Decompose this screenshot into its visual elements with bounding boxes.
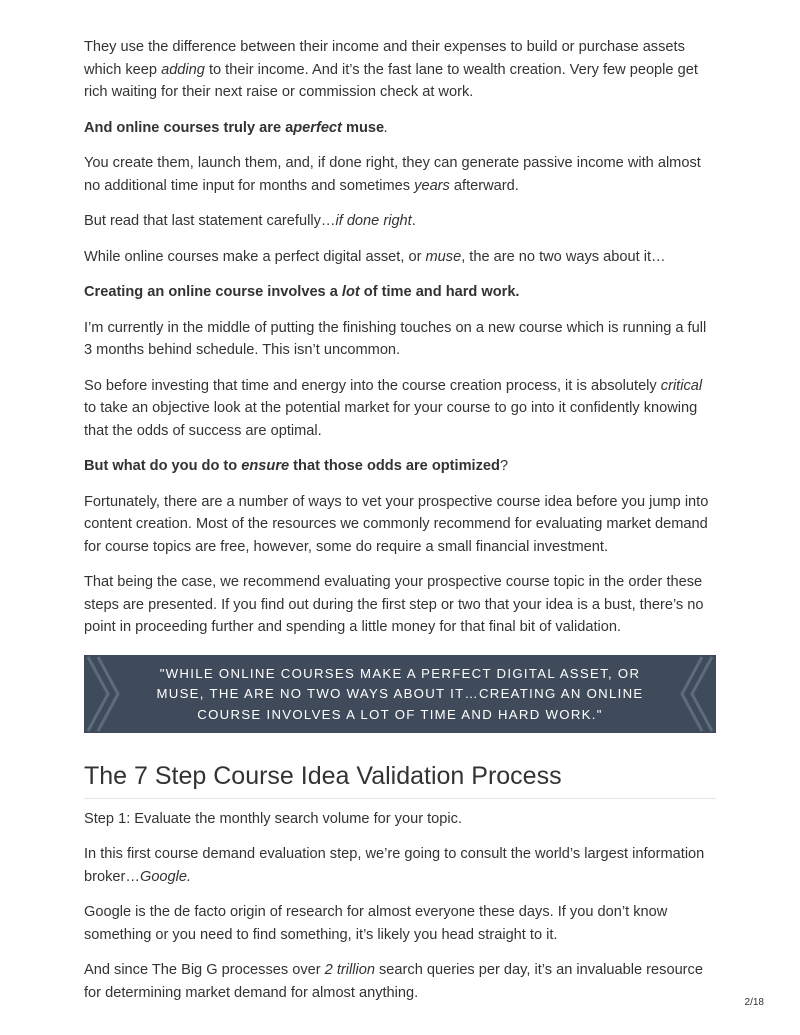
emphasis-text: critical xyxy=(660,377,703,394)
page-number: 2/18 xyxy=(744,997,764,1008)
paragraph: Fortunately, there are a number of ways to vet your prospective course idea before you jump into content creation. Most of the resources we commonly recommend for evaluating market demand for course topics are free, however, some do require a small financial investment. xyxy=(84,493,709,555)
paragraph: While online courses make a perfect digital asset, or muse, the are no two ways about it… xyxy=(84,248,666,265)
section-heading: The 7 Step Course Idea Validation Process xyxy=(84,761,716,799)
emphasis-text: ensure xyxy=(241,458,290,474)
paragraph: In this first course demand evaluation step, we’re going to consult the world’s largest information broker…Google. xyxy=(84,846,705,885)
paragraph: And since The Big G processes over 2 trillion search queries per day, it’s an invaluable resource for determining market demand for almost anything. xyxy=(84,962,703,1001)
paragraph: I’m currently in the middle of putting the finishing touches on a new course which is running a full 3 months behind schedule. This isn’t uncommon. xyxy=(84,319,707,358)
bold-paragraph: And online courses truly are aperfect muse. xyxy=(84,119,389,136)
emphasis-text: 2 trillion xyxy=(324,962,375,978)
step-paragraph: Step 1: Evaluate the monthly search volume for your topic. xyxy=(84,810,463,827)
paragraph: But read that last statement carefully…if done right. xyxy=(84,213,416,229)
emphasis-text: years xyxy=(414,177,450,194)
emphasis-text: lot xyxy=(341,284,360,300)
emphasis-text: Google. xyxy=(139,868,192,885)
paragraph: That being the case, we recommend evaluating your prospective course topic in the order these steps are presented. If you find out during the first step or two that your idea is a bust, there’s no point in proceeding further and spending a little money for that final bit of validation. xyxy=(84,574,704,635)
paragraph: Google is the de facto origin of research for almost everyone these days. If you don’t know something or you need to find something, it’s likely you head straight to it. xyxy=(84,904,668,943)
emphasis-text: if done right xyxy=(335,213,412,229)
paragraph: So before investing that time and energy into the course creation process, it is absolutely critical to take an objective look at the potential market for your course to go into it confidently knowing that the odds of success are optimal. xyxy=(84,377,703,439)
quote-banner xyxy=(84,655,716,733)
article-body xyxy=(84,36,716,1017)
paragraph: You create them, launch them, and, if done right, they can generate passive income with almost no additional time input for months and sometimes years afterward. xyxy=(84,155,701,194)
emphasis-text: adding xyxy=(161,61,205,78)
emphasis-text: . xyxy=(384,119,389,136)
bold-paragraph: But what do you do to ensure that those odds are optimized? xyxy=(84,458,509,474)
chevron-right-icon xyxy=(676,655,716,733)
emphasis-text: muse xyxy=(425,248,462,265)
quote-text: "WHILE ONLINE COURSES MAKE A PERFECT DIGITAL ASSET, OR MUSE, THE ARE NO TWO WAYS ABOUT IT…CREATING AN ONLINE COURSE INVOLVES A LOT OF TIME AND HARD WORK." xyxy=(156,665,644,722)
bold-paragraph: Creating an online course involves a lot of time and hard work. xyxy=(84,284,520,300)
emphasis-text: perfect xyxy=(293,119,342,136)
paragraph: They use the difference between their income and their expenses to build or purchase assets which keep adding to their income. And it’s the fast lane to wealth creation. Very few people get rich waiting for their next raise or commission check at work. xyxy=(84,39,698,100)
chevron-left-icon xyxy=(84,655,124,733)
